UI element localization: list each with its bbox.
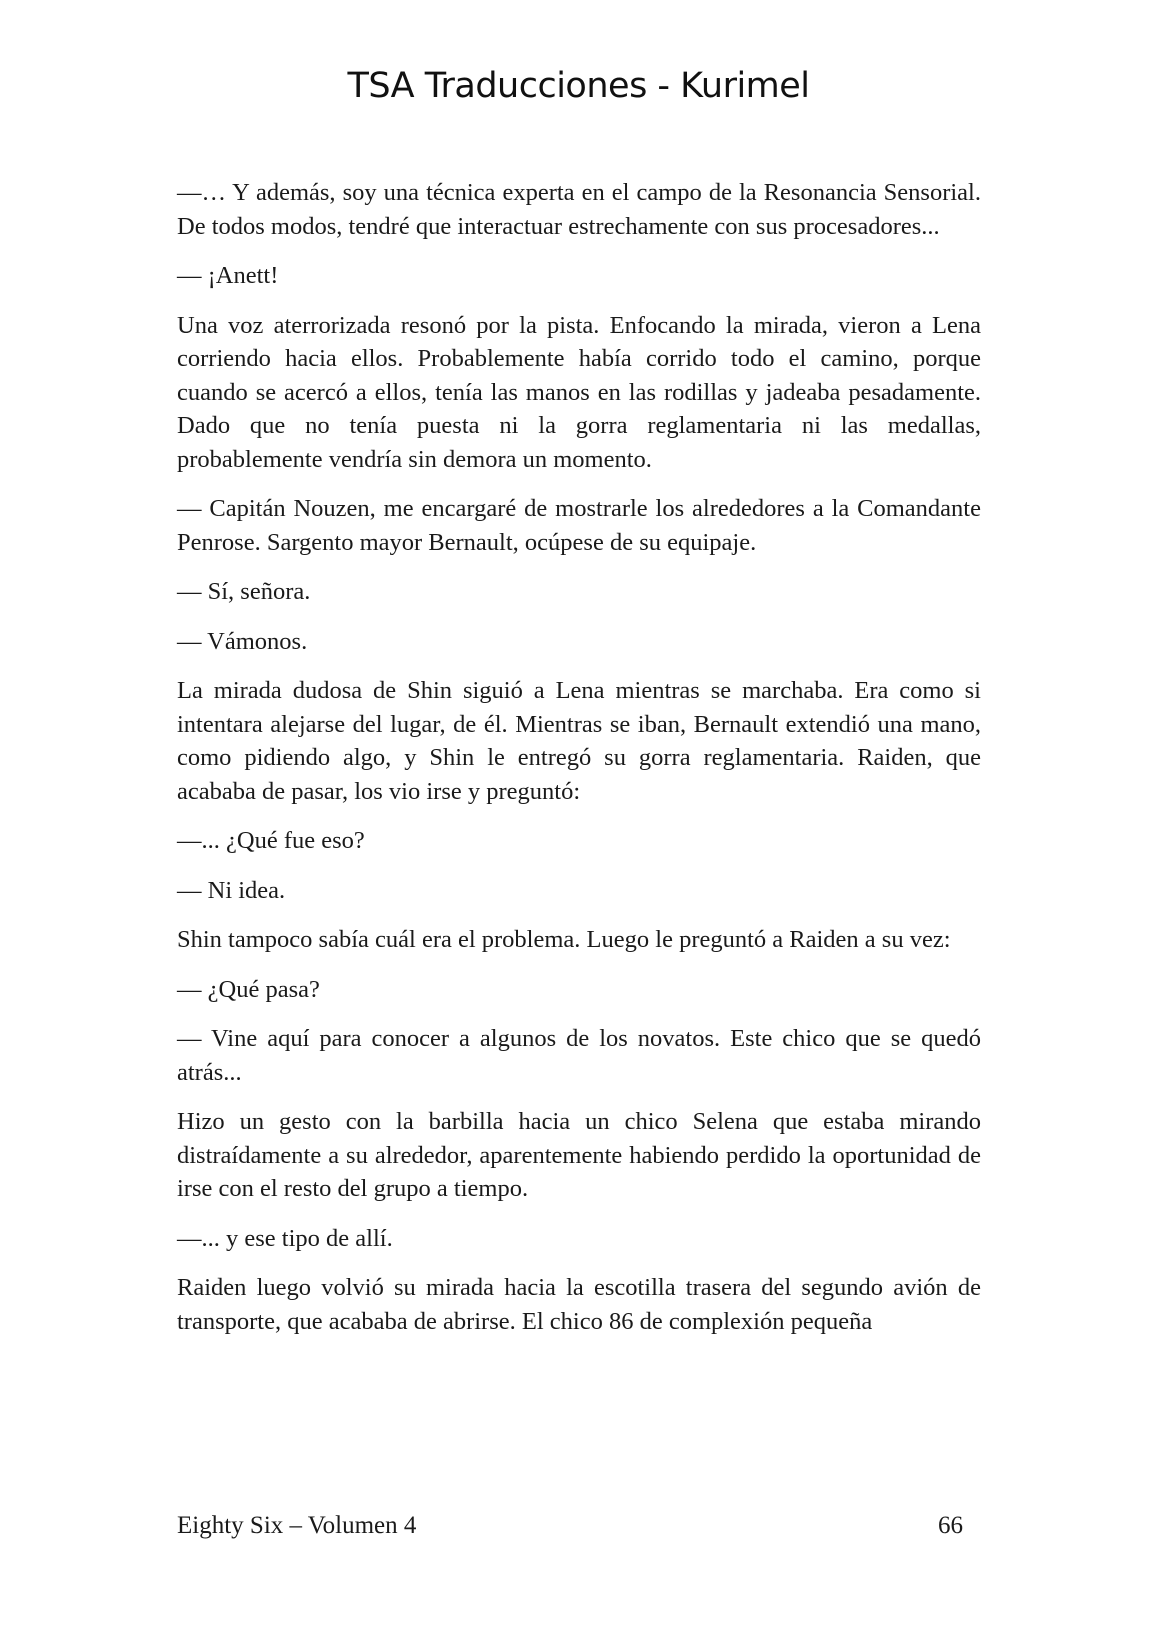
body-text <box>177 176 981 1354</box>
paragraph: — ¿Qué pasa? <box>177 975 320 1003</box>
paragraph: Shin tampoco sabía cuál era el problema. Luego le preguntó a Raiden a su vez: <box>177 926 951 953</box>
paragraph: — Capitán Nouzen, me encargaré de mostrarle los alrededores a la Comandante Penrose. Sargento mayor Bernault, ocúpese de su equipaje. <box>177 495 981 556</box>
paragraph: — Ni idea. <box>177 876 286 904</box>
paragraph: Raiden luego volvió su mirada hacia la escotilla trasera del segundo avión de transporte, que acababa de abrirse. El chico 86 de complexión pequeña <box>177 1274 981 1335</box>
paragraph: —... y ese tipo de allí. <box>177 1224 393 1252</box>
page-footer <box>177 1512 963 1540</box>
paragraph: — ¡Anett! <box>177 262 279 289</box>
paragraph: Una voz aterrorizada resonó por la pista. Enfocando la mirada, vieron a Lena corriendo hacia ellos. Probablemente había corrido todo el camino, porque cuando se acercó a ellos, tenía las manos en las rodillas y jadeaba pesadamente. Dado que no tenía puesta ni la gorra reglamentaria ni las medallas, probablemente vendría sin demora un momento. <box>177 311 981 473</box>
footer-page-number: 66 <box>938 1512 963 1539</box>
paragraph: — Vámonos. <box>177 627 308 655</box>
footer-book-title: Eighty Six – Volumen 4 <box>177 1512 417 1539</box>
paragraph: — Vine aquí para conocer a algunos de los novatos. Este chico que se quedó atrás... <box>177 1025 981 1086</box>
paragraph: La mirada dudosa de Shin siguió a Lena mientras se marchaba. Era como si intentara alejarse del lugar, de él. Mientras se iban, Bernault extendió una mano, como pidiendo algo, y Shin le entregó su gorra reglamentaria. Raiden, que acababa de pasar, los vio irse y preguntó: <box>177 677 981 805</box>
paragraph: — Sí, señora. <box>177 578 311 605</box>
page-header-title: TSA Traducciones - Kurimel <box>347 66 810 106</box>
paragraph: —… Y además, soy una técnica experta en el campo de la Resonancia Sensorial. De todos modos, tendré que interactuar estrechamente con sus procesadores... <box>177 179 981 240</box>
paragraph: Hizo un gesto con la barbilla hacia un chico Selena que estaba mirando distraídamente a su alrededor, aparentemente habiendo perdido la oportunidad de irse con el resto del grupo a tiempo. <box>177 1108 981 1202</box>
paragraph: —... ¿Qué fue eso? <box>177 827 365 854</box>
